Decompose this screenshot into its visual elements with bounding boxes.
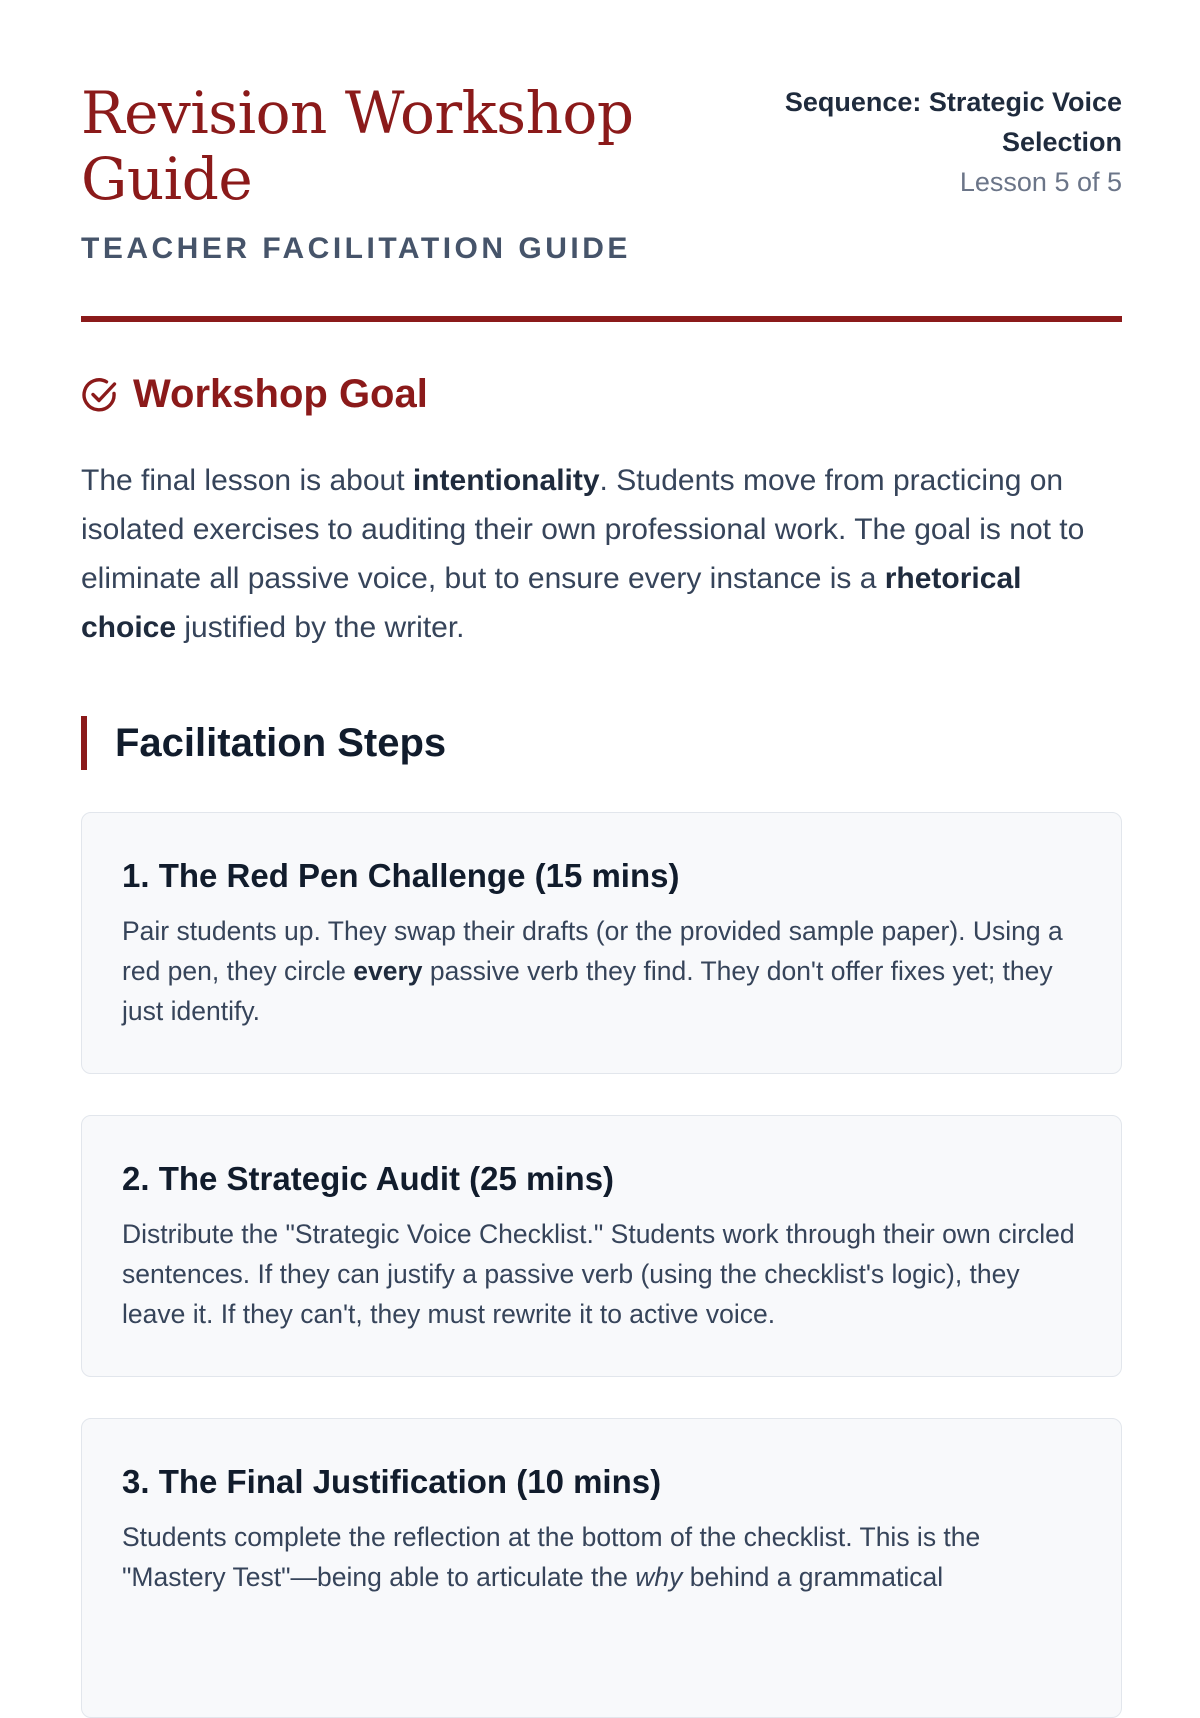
goal-emphasis-intentionality: intentionality: [412, 464, 600, 497]
step-text-part: Distribute the "Strategic Voice Checklist." Students work through their own circled sentences. If they can justify a passive verb (using the checklist's logic), they leave it. If they can't, they must rewrite it to active voice.: [122, 1219, 1075, 1329]
goal-emphasis-rhetorical-choice: rhetorical choice: [81, 562, 1022, 644]
workshop-goal-text: [81, 456, 1122, 652]
page-subtitle: TEACHER FACILITATION GUIDE: [81, 232, 631, 265]
step-description: [122, 911, 1081, 1031]
guide-page: [81, 0, 1122, 1592]
sequence-meta: [742, 82, 1122, 202]
facilitation-steps-title: Facilitation Steps: [115, 720, 447, 765]
step-text-part: passive verb they find. They don't offer fixes yet; they just identify.: [122, 956, 1053, 1026]
step-emphasis-why: why: [635, 1562, 683, 1592]
step-text-part: behind a grammatical: [682, 1562, 944, 1592]
step-card-2: [81, 1115, 1122, 1377]
goal-text-part: . Students move from practicing on isolated exercises to auditing their own professional work. The goal is not to eliminate all passive voice, but to ensure every instance is a: [81, 464, 1085, 595]
lesson-label: Lesson 5 of 5: [959, 167, 1122, 197]
step-description: [122, 1517, 1081, 1597]
step-emphasis: every: [353, 956, 423, 986]
step-text-part: Students complete the reflection at the bottom of the checklist. This is the "Mastery Test"—being able to articulate the: [122, 1522, 981, 1592]
sequence-label: Sequence: Strategic Voice Selection: [784, 87, 1122, 157]
step-card-3: [81, 1418, 1122, 1718]
facilitation-steps-heading: [81, 716, 446, 770]
step-description: [122, 1214, 1081, 1334]
step-text-part: Pair students up. They swap their drafts (or the provided sample paper). Using a red pen, they circle: [122, 916, 1063, 986]
step-card-1: [81, 812, 1122, 1074]
check-circle-icon: [81, 376, 119, 414]
step-title: 2. The Strategic Audit (25 mins): [122, 1160, 615, 1197]
page-header: [81, 0, 1122, 322]
goal-text-part: justified by the writer.: [176, 611, 465, 644]
workshop-goal-heading: [81, 372, 428, 417]
workshop-goal-title: Workshop Goal: [133, 372, 428, 416]
step-title: 1. The Red Pen Challenge (15 mins): [122, 857, 680, 894]
step-title: 3. The Final Justification (10 mins): [122, 1463, 662, 1500]
goal-text-part: The final lesson is about: [81, 464, 413, 497]
page-title: Revision Workshop Guide: [81, 79, 634, 213]
